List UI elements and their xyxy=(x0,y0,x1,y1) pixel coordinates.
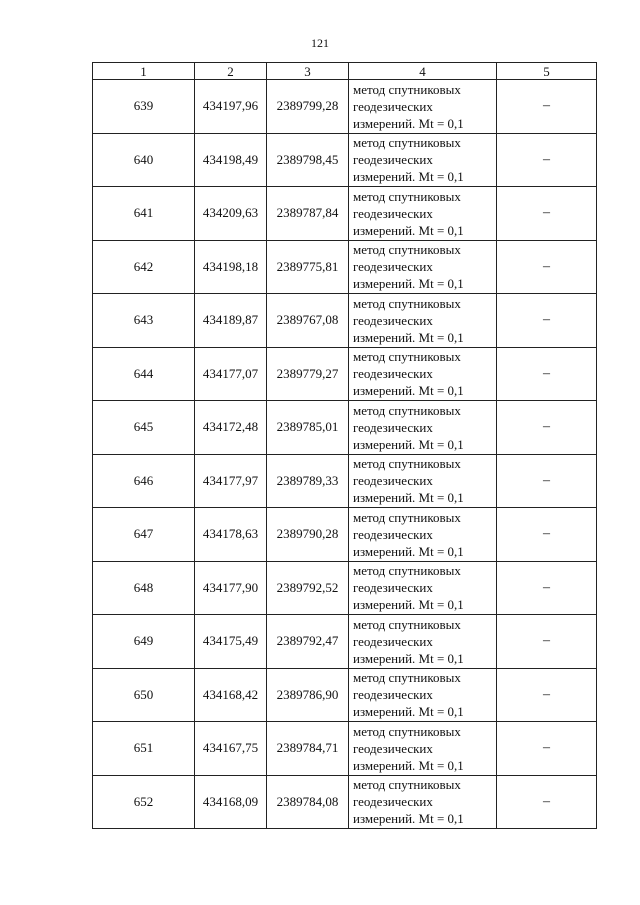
method-cell xyxy=(349,133,497,187)
x-coordinate-cell: 434177,07 xyxy=(195,347,267,401)
method-line: метод спутниковых xyxy=(353,349,461,365)
table-row xyxy=(93,561,597,615)
table-row xyxy=(93,775,597,829)
table-row xyxy=(93,294,597,348)
method-line: измерений. Mt = 0,1 xyxy=(353,436,464,452)
note-cell: – xyxy=(497,615,597,669)
table-row xyxy=(93,80,597,134)
column-header-4: 4 xyxy=(349,63,497,80)
table-row xyxy=(93,508,597,562)
y-coordinate-cell: 2389779,27 xyxy=(267,347,349,401)
method-line: геодезических xyxy=(353,98,433,114)
point-id-cell: 649 xyxy=(93,615,195,669)
method-line: метод спутниковых xyxy=(353,456,461,472)
x-coordinate-cell: 434198,49 xyxy=(195,133,267,187)
y-coordinate-cell: 2389798,45 xyxy=(267,133,349,187)
y-coordinate-cell: 2389799,28 xyxy=(267,80,349,134)
x-coordinate-cell: 434172,48 xyxy=(195,401,267,455)
method-cell xyxy=(349,347,497,401)
x-coordinate-cell: 434178,63 xyxy=(195,508,267,562)
table-row xyxy=(93,722,597,776)
point-id-cell: 639 xyxy=(93,80,195,134)
note-cell: – xyxy=(497,775,597,829)
point-id-cell: 641 xyxy=(93,187,195,241)
x-coordinate-cell: 434167,75 xyxy=(195,722,267,776)
method-line: измерений. Mt = 0,1 xyxy=(353,757,464,773)
method-cell xyxy=(349,775,497,829)
point-id-cell: 644 xyxy=(93,347,195,401)
note-cell: – xyxy=(497,668,597,722)
method-line: метод спутниковых xyxy=(353,563,461,579)
x-coordinate-cell: 434168,42 xyxy=(195,668,267,722)
table-row xyxy=(93,615,597,669)
point-id-cell: 648 xyxy=(93,561,195,615)
header-row xyxy=(93,63,597,80)
method-line: геодезических xyxy=(353,366,433,382)
method-line: измерений. Mt = 0,1 xyxy=(353,222,464,238)
method-line: геодезических xyxy=(353,259,433,275)
note-cell: – xyxy=(497,454,597,508)
method-line: геодезических xyxy=(353,740,433,756)
method-cell xyxy=(349,722,497,776)
table-row xyxy=(93,668,597,722)
point-id-cell: 651 xyxy=(93,722,195,776)
method-cell xyxy=(349,615,497,669)
method-line: измерений. Mt = 0,1 xyxy=(353,329,464,345)
method-line: метод спутниковых xyxy=(353,670,461,686)
note-cell: – xyxy=(497,722,597,776)
column-header-5: 5 xyxy=(497,63,597,80)
x-coordinate-cell: 434198,18 xyxy=(195,240,267,294)
method-line: метод спутниковых xyxy=(353,81,461,97)
table-row xyxy=(93,133,597,187)
method-line: измерений. Mt = 0,1 xyxy=(353,276,464,292)
method-line: измерений. Mt = 0,1 xyxy=(353,543,464,559)
method-cell xyxy=(349,80,497,134)
method-line: измерений. Mt = 0,1 xyxy=(353,383,464,399)
method-line: измерений. Mt = 0,1 xyxy=(353,650,464,666)
x-coordinate-cell: 434197,96 xyxy=(195,80,267,134)
y-coordinate-cell: 2389787,84 xyxy=(267,187,349,241)
method-line: метод спутниковых xyxy=(353,402,461,418)
method-line: метод спутниковых xyxy=(353,509,461,525)
y-coordinate-cell: 2389790,28 xyxy=(267,508,349,562)
method-line: геодезических xyxy=(353,205,433,221)
table-row xyxy=(93,187,597,241)
method-line: метод спутниковых xyxy=(353,295,461,311)
x-coordinate-cell: 434168,09 xyxy=(195,775,267,829)
method-line: измерений. Mt = 0,1 xyxy=(353,490,464,506)
method-cell xyxy=(349,401,497,455)
method-line: геодезических xyxy=(353,633,433,649)
point-id-cell: 650 xyxy=(93,668,195,722)
y-coordinate-cell: 2389786,90 xyxy=(267,668,349,722)
table-header xyxy=(93,63,597,80)
note-cell: – xyxy=(497,561,597,615)
method-line: измерений. Mt = 0,1 xyxy=(353,169,464,185)
table-row xyxy=(93,401,597,455)
method-line: метод спутниковых xyxy=(353,616,461,632)
note-cell: – xyxy=(497,187,597,241)
point-id-cell: 642 xyxy=(93,240,195,294)
note-cell: – xyxy=(497,294,597,348)
method-cell xyxy=(349,294,497,348)
method-line: метод спутниковых xyxy=(353,723,461,739)
method-line: метод спутниковых xyxy=(353,242,461,258)
column-header-2: 2 xyxy=(195,63,267,80)
column-header-3: 3 xyxy=(267,63,349,80)
method-line: геодезических xyxy=(353,312,433,328)
table-row xyxy=(93,240,597,294)
method-line: геодезических xyxy=(353,794,433,810)
point-id-cell: 643 xyxy=(93,294,195,348)
y-coordinate-cell: 2389792,47 xyxy=(267,615,349,669)
note-cell: – xyxy=(497,508,597,562)
method-line: геодезических xyxy=(353,580,433,596)
point-id-cell: 640 xyxy=(93,133,195,187)
method-cell xyxy=(349,508,497,562)
y-coordinate-cell: 2389784,08 xyxy=(267,775,349,829)
note-cell: – xyxy=(497,133,597,187)
column-header-1: 1 xyxy=(93,63,195,80)
note-cell: – xyxy=(497,347,597,401)
point-id-cell: 652 xyxy=(93,775,195,829)
point-id-cell: 646 xyxy=(93,454,195,508)
method-line: измерений. Mt = 0,1 xyxy=(353,115,464,131)
note-cell: – xyxy=(497,80,597,134)
y-coordinate-cell: 2389785,01 xyxy=(267,401,349,455)
x-coordinate-cell: 434209,63 xyxy=(195,187,267,241)
x-coordinate-cell: 434177,90 xyxy=(195,561,267,615)
note-cell: – xyxy=(497,401,597,455)
note-cell: – xyxy=(497,240,597,294)
method-line: метод спутниковых xyxy=(353,135,461,151)
page-number: 121 xyxy=(311,36,329,50)
coordinates-table xyxy=(92,62,597,829)
method-cell xyxy=(349,187,497,241)
method-cell xyxy=(349,668,497,722)
y-coordinate-cell: 2389792,52 xyxy=(267,561,349,615)
table-body xyxy=(93,80,597,829)
method-line: метод спутниковых xyxy=(353,777,461,793)
table-row xyxy=(93,454,597,508)
point-id-cell: 647 xyxy=(93,508,195,562)
x-coordinate-cell: 434189,87 xyxy=(195,294,267,348)
method-line: геодезических xyxy=(353,687,433,703)
y-coordinate-cell: 2389789,33 xyxy=(267,454,349,508)
method-cell xyxy=(349,240,497,294)
method-line: измерений. Mt = 0,1 xyxy=(353,597,464,613)
x-coordinate-cell: 434175,49 xyxy=(195,615,267,669)
table-row xyxy=(93,347,597,401)
method-cell xyxy=(349,454,497,508)
method-line: геодезических xyxy=(353,152,433,168)
method-line: метод спутниковых xyxy=(353,188,461,204)
method-line: геодезических xyxy=(353,473,433,489)
method-line: геодезических xyxy=(353,526,433,542)
method-line: геодезических xyxy=(353,419,433,435)
point-id-cell: 645 xyxy=(93,401,195,455)
method-cell xyxy=(349,561,497,615)
y-coordinate-cell: 2389775,81 xyxy=(267,240,349,294)
y-coordinate-cell: 2389784,71 xyxy=(267,722,349,776)
y-coordinate-cell: 2389767,08 xyxy=(267,294,349,348)
x-coordinate-cell: 434177,97 xyxy=(195,454,267,508)
method-line: измерений. Mt = 0,1 xyxy=(353,811,464,827)
method-line: измерений. Mt = 0,1 xyxy=(353,704,464,720)
